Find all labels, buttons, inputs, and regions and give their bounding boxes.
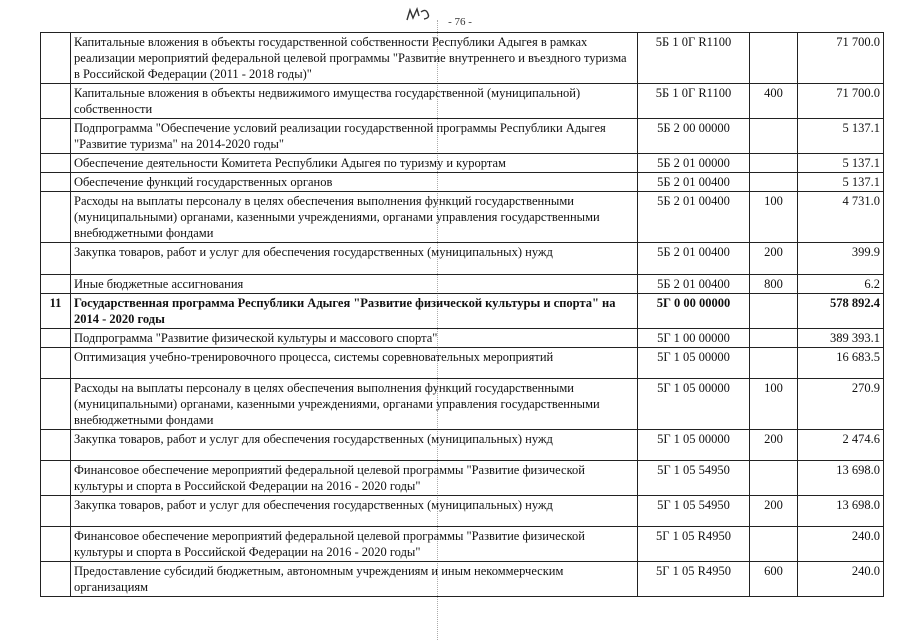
item-name-cell: Финансовое обеспечение мероприятий федеральной целевой программы "Развитие физической культуры и спорта в Российской Федерации на 2016 - 2020 годы" — [71, 527, 638, 562]
page-number: - 76 - — [448, 16, 472, 28]
row-number-cell — [41, 348, 71, 379]
row-number-cell — [41, 562, 71, 597]
target-code-cell: 5Б 2 01 00400 — [638, 192, 750, 243]
budget-table — [40, 32, 884, 597]
item-name-cell: Закупка товаров, работ и услуг для обеспечения государственных (муниципальных) нужд — [71, 243, 638, 275]
amount-cell: 71 700.0 — [798, 33, 884, 84]
expense-type-cell — [750, 329, 798, 348]
table-row — [41, 329, 884, 348]
expense-type-cell: 200 — [750, 430, 798, 461]
table-row — [41, 192, 884, 243]
amount-cell: 6.2 — [798, 275, 884, 294]
target-code-cell: 5Г 1 05 54950 — [638, 496, 750, 527]
table-row — [41, 243, 884, 275]
target-code-cell: 5Г 1 05 54950 — [638, 461, 750, 496]
target-code-cell: 5Г 0 00 00000 — [638, 294, 750, 329]
expense-type-cell: 800 — [750, 275, 798, 294]
item-name-cell: Иные бюджетные ассигнования — [71, 275, 638, 294]
table-row — [41, 496, 884, 527]
target-code-cell: 5Б 2 01 00400 — [638, 275, 750, 294]
target-code-cell: 5Б 2 01 00400 — [638, 173, 750, 192]
expense-type-cell — [750, 119, 798, 154]
item-name-cell: Финансовое обеспечение мероприятий федеральной целевой программы "Развитие физической культуры и спорта в Российской Федерации на 2016 - 2020 годы" — [71, 461, 638, 496]
table-row — [41, 119, 884, 154]
expense-type-cell — [750, 294, 798, 329]
row-number-cell: 11 — [41, 294, 71, 329]
row-number-cell — [41, 379, 71, 430]
row-number-cell — [41, 461, 71, 496]
expense-type-cell: 100 — [750, 192, 798, 243]
item-name-cell: Закупка товаров, работ и услуг для обеспечения государственных (муниципальных) нужд — [71, 430, 638, 461]
amount-cell: 16 683.5 — [798, 348, 884, 379]
amount-cell: 389 393.1 — [798, 329, 884, 348]
table-row — [41, 379, 884, 430]
expense-type-cell: 600 — [750, 562, 798, 597]
table-row — [41, 84, 884, 119]
item-name-cell: Предоставление субсидий бюджетным, автономным учреждениям и иным некоммерческим организациям — [71, 562, 638, 597]
row-number-cell — [41, 527, 71, 562]
target-code-cell: 5Г 1 05 R4950 — [638, 527, 750, 562]
handwritten-mark — [404, 6, 434, 24]
item-name-cell: Подпрограмма "Обеспечение условий реализации государственной программы Республики Адыгея "Развитие туризма" на 2014-2020 годы" — [71, 119, 638, 154]
table-row — [41, 461, 884, 496]
row-number-cell — [41, 430, 71, 461]
expense-type-cell: 200 — [750, 243, 798, 275]
amount-cell: 4 731.0 — [798, 192, 884, 243]
item-name-cell: Расходы на выплаты персоналу в целях обеспечения выполнения функций государственными (муниципальными) органами, казенными учреждениями, органами управления государственными внебюджетными фондами — [71, 379, 638, 430]
item-name-cell: Капитальные вложения в объекты недвижимого имущества государственной (муниципальной) собственности — [71, 84, 638, 119]
table-row — [41, 154, 884, 173]
target-code-cell: 5Г 1 05 R4950 — [638, 562, 750, 597]
amount-cell: 399.9 — [798, 243, 884, 275]
row-number-cell — [41, 496, 71, 527]
row-number-cell — [41, 192, 71, 243]
amount-cell: 13 698.0 — [798, 496, 884, 527]
row-number-cell — [41, 154, 71, 173]
item-name-cell: Государственная программа Республики Адыгея "Развитие физической культуры и спорта" на 2014 - 2020 годы — [71, 294, 638, 329]
table-row — [41, 527, 884, 562]
amount-cell: 2 474.6 — [798, 430, 884, 461]
amount-cell: 240.0 — [798, 562, 884, 597]
target-code-cell: 5Б 2 00 00000 — [638, 119, 750, 154]
row-number-cell — [41, 119, 71, 154]
table-row — [41, 173, 884, 192]
target-code-cell: 5Г 1 00 00000 — [638, 329, 750, 348]
amount-cell: 5 137.1 — [798, 173, 884, 192]
expense-type-cell: 400 — [750, 84, 798, 119]
target-code-cell: 5Б 1 0Г R1100 — [638, 33, 750, 84]
table-row — [41, 562, 884, 597]
row-number-cell — [41, 173, 71, 192]
target-code-cell: 5Г 1 05 00000 — [638, 379, 750, 430]
item-name-cell: Подпрограмма "Развитие физической культуры и массового спорта" — [71, 329, 638, 348]
amount-cell: 13 698.0 — [798, 461, 884, 496]
expense-type-cell — [750, 33, 798, 84]
target-code-cell: 5Б 2 01 00400 — [638, 243, 750, 275]
row-number-cell — [41, 243, 71, 275]
amount-cell: 270.9 — [798, 379, 884, 430]
item-name-cell: Обеспечение функций государственных органов — [71, 173, 638, 192]
item-name-cell: Расходы на выплаты персоналу в целях обеспечения выполнения функций государственными (муниципальными) органами, казенными учреждениями, органами управления государственными внебюджетными фондами — [71, 192, 638, 243]
target-code-cell: 5Б 1 0Г R1100 — [638, 84, 750, 119]
expense-type-cell — [750, 173, 798, 192]
row-number-cell — [41, 329, 71, 348]
expense-type-cell — [750, 527, 798, 562]
target-code-cell: 5Г 1 05 00000 — [638, 348, 750, 379]
amount-cell: 5 137.1 — [798, 119, 884, 154]
expense-type-cell: 100 — [750, 379, 798, 430]
table-row — [41, 430, 884, 461]
row-number-cell — [41, 33, 71, 84]
item-name-cell: Оптимизация учебно-тренировочного процесса, системы соревновательных мероприятий — [71, 348, 638, 379]
table-row — [41, 348, 884, 379]
amount-cell: 578 892.4 — [798, 294, 884, 329]
table-row — [41, 294, 884, 329]
expense-type-cell: 200 — [750, 496, 798, 527]
target-code-cell: 5Г 1 05 00000 — [638, 430, 750, 461]
table-row — [41, 33, 884, 84]
table-row — [41, 275, 884, 294]
amount-cell: 71 700.0 — [798, 84, 884, 119]
expense-type-cell — [750, 154, 798, 173]
item-name-cell: Капитальные вложения в объекты государственной собственности Республики Адыгея в рамках реализации мероприятий федеральной целевой программы "Развитие внутреннего и въездного туризма в Российской Федерации (2011 - 2018 годы)" — [71, 33, 638, 84]
item-name-cell: Закупка товаров, работ и услуг для обеспечения государственных (муниципальных) нужд — [71, 496, 638, 527]
amount-cell: 5 137.1 — [798, 154, 884, 173]
target-code-cell: 5Б 2 01 00000 — [638, 154, 750, 173]
row-number-cell — [41, 84, 71, 119]
amount-cell: 240.0 — [798, 527, 884, 562]
row-number-cell — [41, 275, 71, 294]
expense-type-cell — [750, 348, 798, 379]
expense-type-cell — [750, 461, 798, 496]
item-name-cell: Обеспечение деятельности Комитета Республики Адыгея по туризму и курортам — [71, 154, 638, 173]
budget-table-body — [41, 33, 884, 597]
